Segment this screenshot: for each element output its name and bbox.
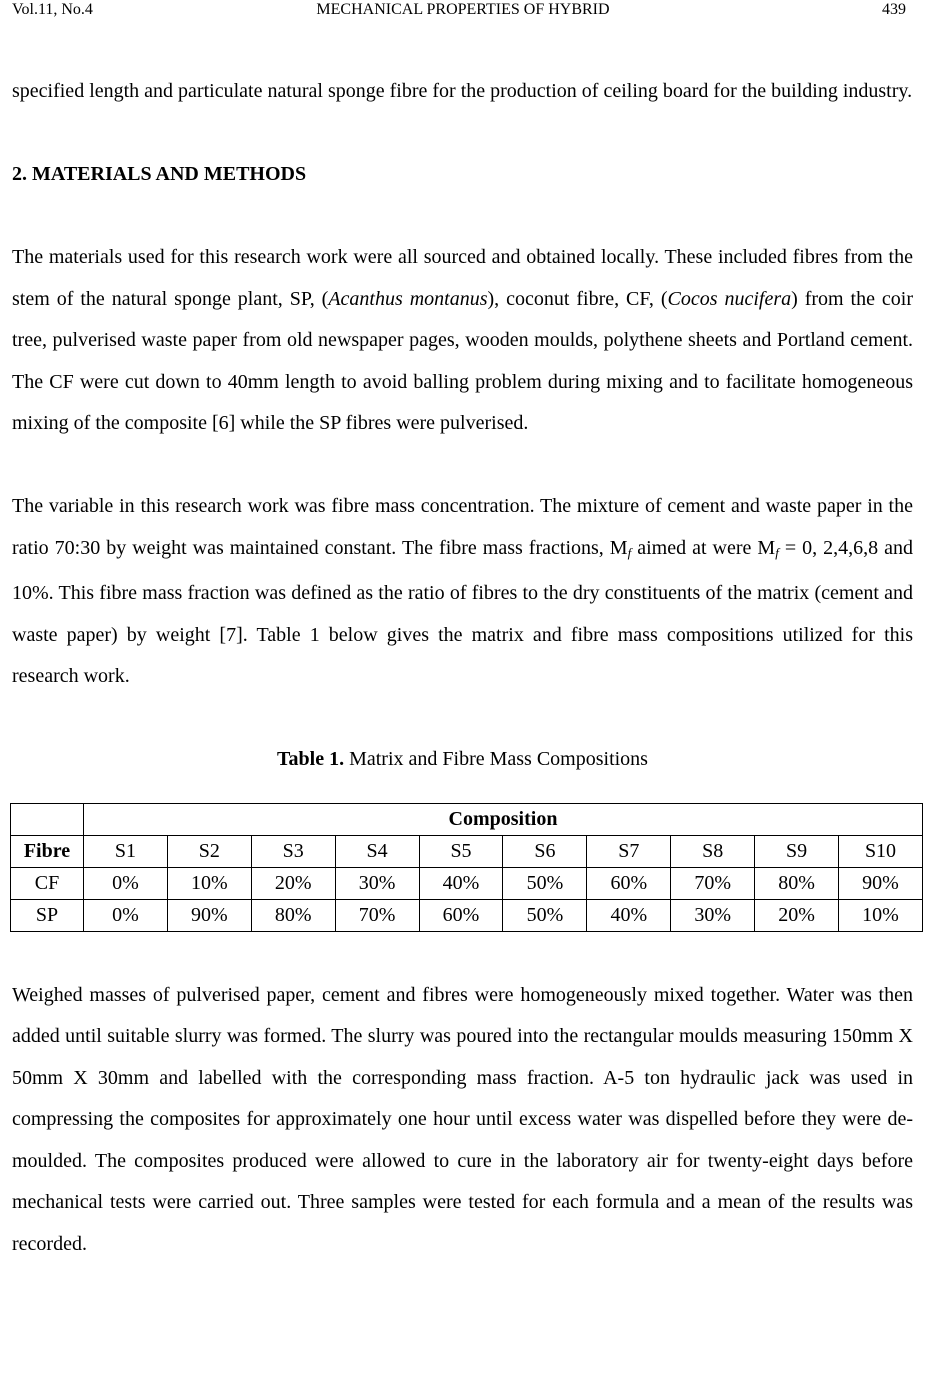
table-row [11, 867, 923, 899]
table-corner-cell [11, 803, 84, 835]
table-column-header: S2 [167, 835, 251, 867]
table-cell: 50% [503, 899, 587, 931]
procedure-paragraph: Weighed masses of pulverised paper, cement and fibres were homogeneously mixed together. Water was then added until suitable slurry was formed. The slurry was poured into the rectangular moulds measuring 150mm X 50mm X 30mm and labelled with the corresponding mass fraction. A-5 ton hydraulic jack was used in compressing the composites for approximately one hour until excess water was dispelled before they were de-moulded. The composites produced were allowed to cure in the laboratory air for twenty-eight days before mechanical tests were carried out. Three samples were tested for each formula and a mean of the results was recorded. [12, 983, 913, 1255]
species-name-coconut: Cocos nucifera [667, 287, 792, 310]
table-cell: 30% [335, 867, 419, 899]
table-cell: 30% [671, 899, 755, 931]
table-row [11, 899, 923, 931]
table-column-header: S9 [755, 835, 839, 867]
composition-table [10, 803, 923, 932]
table-row-label: SP [11, 899, 84, 931]
table-cell: 20% [755, 899, 839, 931]
table-column-header: S1 [84, 835, 168, 867]
section-heading: 2. MATERIALS AND METHODS [12, 163, 307, 185]
table-cell: 40% [587, 899, 671, 931]
volume-label: Vol.11, No.4 [12, 1, 93, 18]
intro-paragraph: specified length and particulate natural sponge fibre for the production of ceiling board for the building industry. [12, 80, 913, 102]
running-header [12, 0, 914, 22]
table-column-header: S7 [587, 835, 671, 867]
table-caption-label: Table 1. [277, 748, 345, 770]
table-group-header-row [11, 803, 923, 835]
table-row-label: CF [11, 867, 84, 899]
table-cell: 70% [671, 867, 755, 899]
variable-paragraph: The variable in this research work was fibre mass concentration. The mixture of cement and waste paper in the ratio 70:30 by weight was maintained constant. The fibre mass fractions, $M_f$ aimed at were $M_f = 0$, 2,4,6,8 and 10%. This fibre mass fraction was defined as the ratio of fibres to the dry constituents of the matrix (cement and waste paper) by weight [7]. Table 1 below gives the matrix and fibre mass compositions utilized for this research work. [12, 495, 913, 687]
table-cell: 90% [839, 867, 923, 899]
table-column-header: S8 [671, 835, 755, 867]
table-cell: 60% [419, 899, 503, 931]
table-caption [12, 739, 913, 781]
table-cell: 70% [335, 899, 419, 931]
species-name-sponge: Acanthus montanus [328, 287, 488, 310]
table-cell: 60% [587, 867, 671, 899]
table-column-header: S10 [839, 835, 923, 867]
page-body [12, 71, 913, 1265]
table-cell: 50% [503, 867, 587, 899]
table-group-header: Composition [84, 803, 923, 835]
table-cell: 80% [755, 867, 839, 899]
table-column-header: S4 [335, 835, 419, 867]
page-number: 439 [882, 1, 906, 18]
table-cell: 40% [419, 867, 503, 899]
table-cell: 0% [84, 899, 168, 931]
table-header-row [11, 835, 923, 867]
materials-paragraph: The materials used for this research work were all sourced and obtained locally. These included fibres from the stem of the natural sponge plant, SP, (Acanthus montanus), coconut fibre, CF, (Cocos nucifera) from the coir tree, pulverised waste paper from old newspaper pages, wooden moulds, polythene sheets and Portland cement. The CF were cut down to 40mm length to avoid balling problem during mixing and to facilitate homogeneous mixing of the composite [6] while the SP fibres were pulverised. [12, 246, 913, 434]
running-title: MECHANICAL PROPERTIES OF HYBRID [316, 1, 610, 18]
table-cell: 0% [84, 867, 168, 899]
table-column-header: S6 [503, 835, 587, 867]
table-row-header-label: Fibre [11, 835, 84, 867]
table-column-header: S3 [251, 835, 335, 867]
table-cell: 10% [839, 899, 923, 931]
table-cell: 10% [167, 867, 251, 899]
table-cell: 80% [251, 899, 335, 931]
table-cell: 90% [167, 899, 251, 931]
table-cell: 20% [251, 867, 335, 899]
table-caption-text: Matrix and Fibre Mass Compositions [344, 748, 648, 770]
table-column-header: S5 [419, 835, 503, 867]
